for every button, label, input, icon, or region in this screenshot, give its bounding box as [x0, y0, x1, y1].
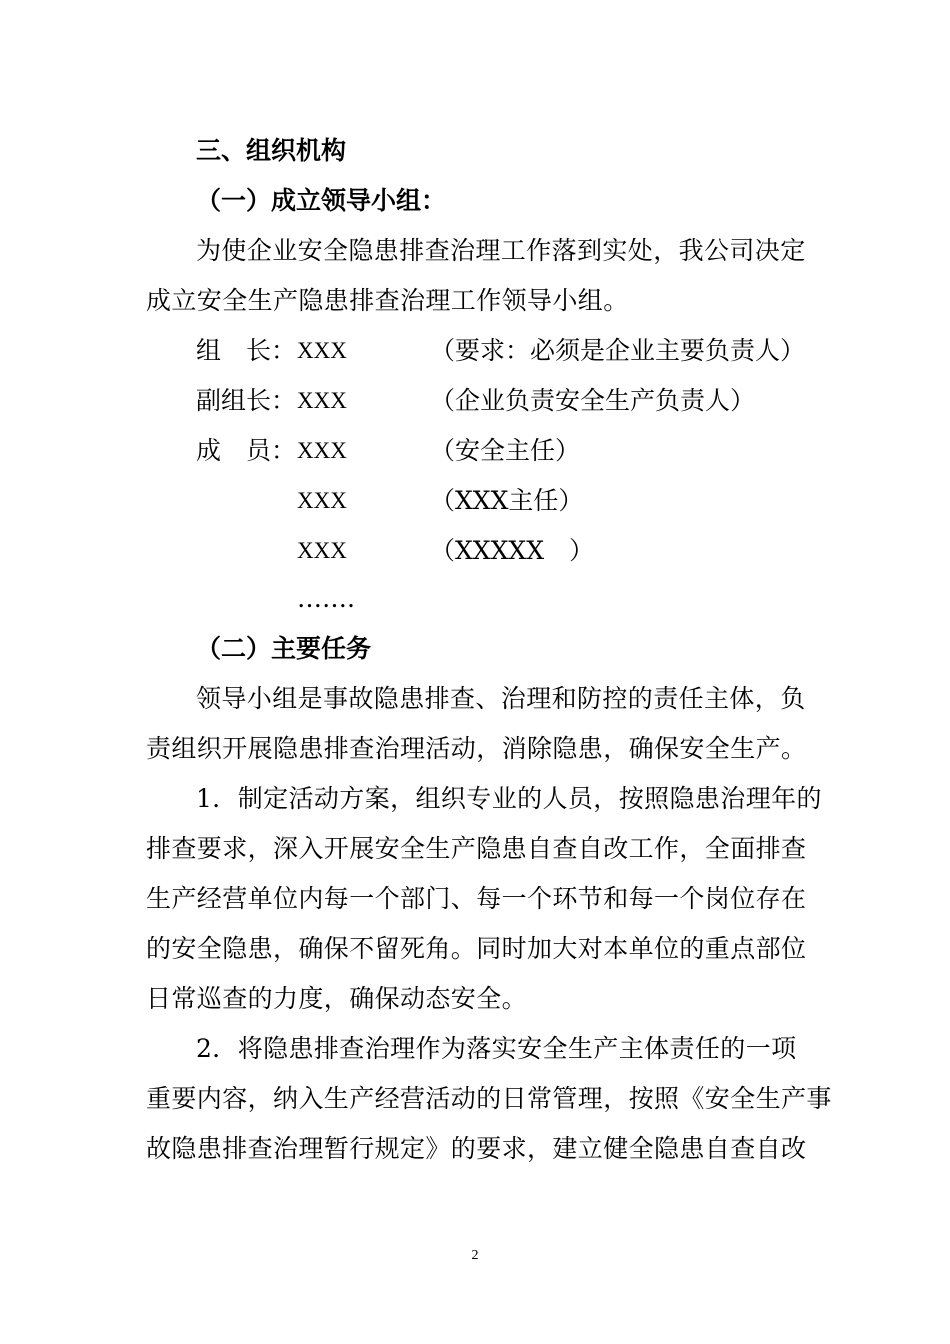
member-note: （企业负责安全生产负责人） [430, 386, 756, 415]
subsection-heading-tasks: （二）主要任务 [196, 634, 372, 663]
member-name: XXX [297, 388, 347, 413]
section-heading: 三、组织机构 [196, 136, 347, 165]
paragraph-line: 领导小组是事故隐患排查、治理和防控的责任主体，负 [196, 684, 806, 713]
paragraph-line: 2．将隐患排查治理作为落实安全生产主体责任的一项 [196, 1034, 797, 1063]
paragraph-line: 责组织开展隐患排查治理活动，消除隐患，确保安全生产。 [146, 734, 807, 763]
member-list-ellipsis: ……. [297, 584, 355, 613]
paragraph-line: 重要内容，纳入生产经营活动的日常管理，按照《安全生产事 [146, 1084, 832, 1113]
paragraph-line: 生产经营单位内每一个部门、每一个环节和每一个岗位存在 [146, 884, 807, 913]
member-name: XXX [297, 538, 347, 563]
paragraph-line: 故隐患排查治理暂行规定》的要求，建立健全隐患自查自改 [146, 1134, 807, 1163]
member-role: 成 员： [196, 436, 297, 465]
subsection-heading-leadership: （一）成立领导小组： [196, 186, 447, 215]
member-name: XXX [297, 488, 347, 513]
member-note: （XXXXX ） [430, 536, 594, 565]
paragraph-line: 成立安全生产隐患排查治理工作领导小组。 [146, 286, 629, 315]
member-name: XXX [297, 438, 347, 463]
member-note: （XXX主任） [430, 486, 584, 515]
paragraph-line: 1．制定活动方案，组织专业的人员，按照隐患治理年的 [196, 784, 822, 813]
paragraph-line: 为使企业安全隐患排查治理工作落到实处，我公司决定 [196, 236, 806, 265]
paragraph-line: 日常巡查的力度，确保动态安全。 [146, 984, 528, 1013]
member-role: 组 长： [196, 336, 297, 365]
paragraph-line: 排查要求，深入开展安全生产隐患自查自改工作，全面排查 [146, 834, 807, 863]
member-note: （要求：必须是企业主要负责人） [430, 336, 806, 365]
member-role: 副组长： [196, 386, 297, 415]
page-number: 2 [471, 1248, 479, 1263]
paragraph-line: 的安全隐患，确保不留死角。同时加大对本单位的重点部位 [146, 934, 807, 963]
member-name: XXX [297, 338, 347, 363]
member-note: （安全主任） [430, 436, 581, 465]
